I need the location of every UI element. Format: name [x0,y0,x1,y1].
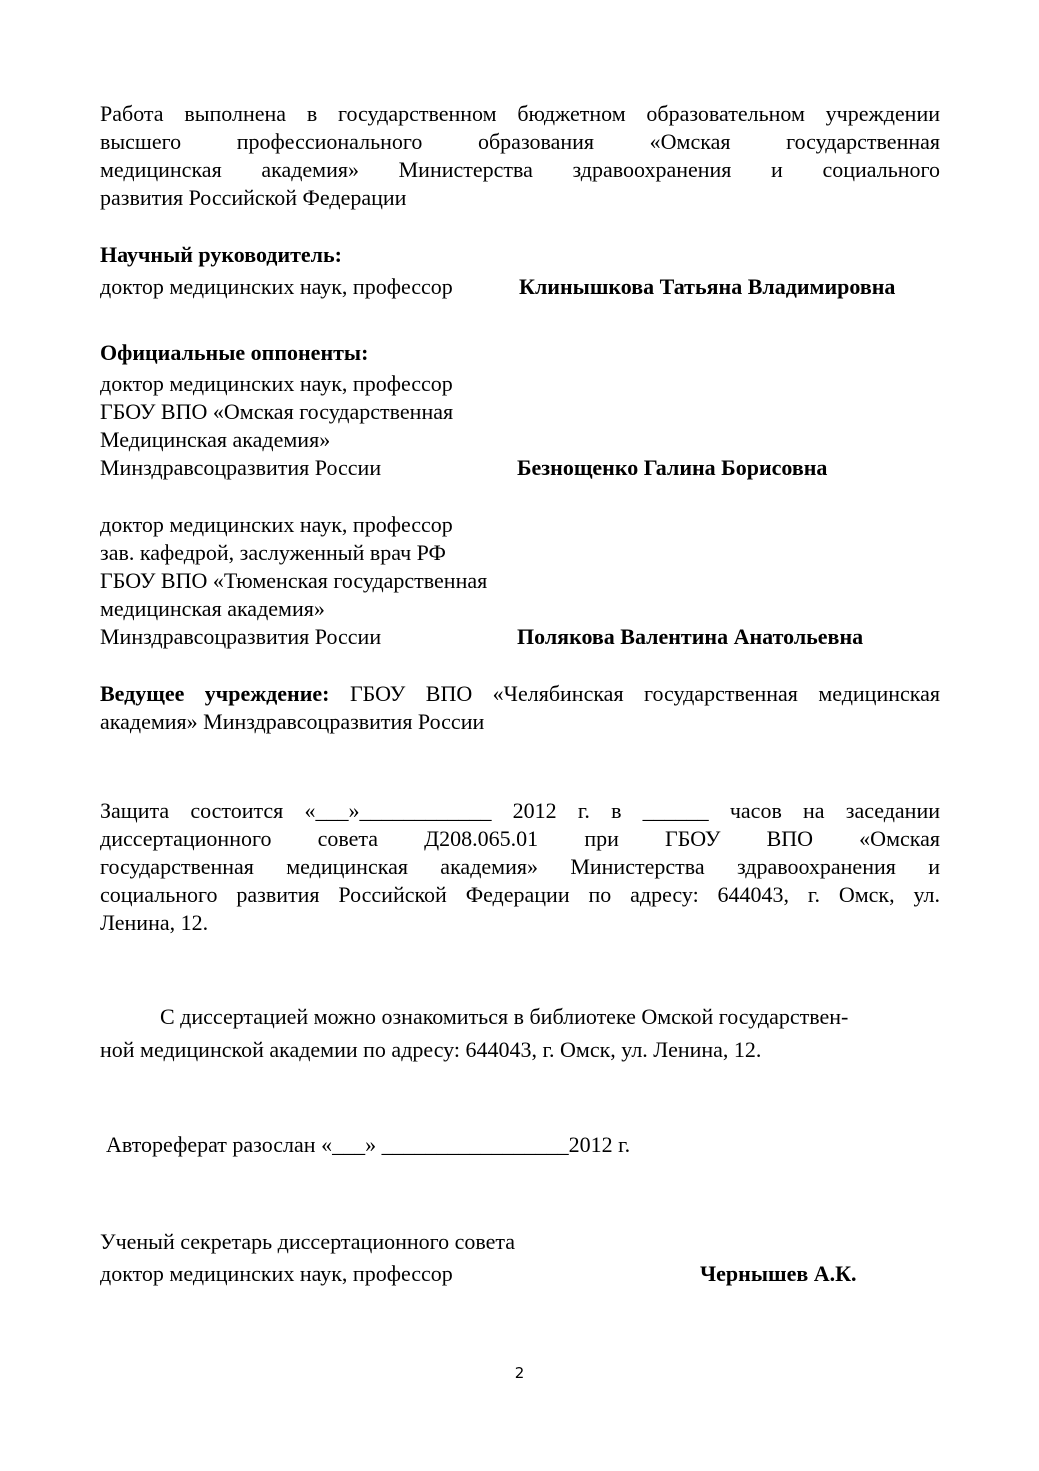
defense-line: Защита состоится «___»____________ 2012 г. в ______ часов на заседании [100,798,940,823]
opponent-1-name: Безнощенко Галина Борисовна [517,455,828,480]
page-number: 2 [514,1364,525,1382]
intro-line: развития Российской Федерации [100,185,407,210]
leading-text-2: академия» Минздравсоцразвития России [100,709,485,734]
secretary-name: Чернышев А.К. [700,1261,857,1286]
opponent-2-name: Полякова Валентина Анатольевна [517,624,864,649]
secretary-line-2: доктор медицинских наук, профессор [100,1261,453,1286]
intro-line: высшего профессионального образования «Омская государственная [100,129,940,154]
defense-line: Ленина, 12. [100,910,209,935]
intro-paragraph [100,100,940,212]
opponent-2-line: зав. кафедрой, заслуженный врач РФ [100,540,446,565]
leading-label: Ведущее учреждение: [100,681,330,706]
intro-line: медицинская академия» Министерства здравоохранения и социального [100,157,940,182]
supervisor-name: Клинышкова Татьяна Владимировна [519,274,896,299]
defense-line: диссертационного совета Д208.065.01 при ГБОУ ВПО «Омская [100,826,940,851]
leading-institution [100,680,940,736]
opponent-2-credentials [100,511,487,651]
opponent-2-line: Минздравсоцразвития России [100,624,382,649]
library-line-1: С диссертацией можно ознакомиться в библиотеке Омской государствен- [160,1004,849,1029]
leading-text-1: ГБОУ ВПО «Челябинская государственная медицинская [349,681,941,706]
intro-line: Работа выполнена в государственном бюджетном образовательном учреждении [100,101,940,126]
opponents-heading: Официальные оппоненты: [100,340,369,365]
opponent-2-line: ГБОУ ВПО «Тюменская государственная [100,568,488,593]
supervisor-heading: Научный руководитель: [100,242,342,267]
library-line-2: ной медицинской академии по адресу: 644043, г. Омск, ул. Ленина, 12. [100,1037,762,1062]
defense-line: государственная медицинская академия» Министерства здравоохранения и [100,854,940,879]
opponent-1-line: ГБОУ ВПО «Омская государственная [100,399,454,424]
opponent-1-credentials [100,370,453,482]
supervisor-title: доктор медицинских наук, профессор [100,274,453,299]
defense-line: социального развития Российской Федерации по адресу: 644043, г. Омск, ул. [100,882,940,907]
opponent-1-line: Минздравсоцразвития России [100,455,382,480]
opponent-1-line: доктор медицинских наук, профессор [100,371,453,396]
opponent-2-line: доктор медицинских наук, профессор [100,512,453,537]
opponent-1-line: Медицинская академия» [100,427,331,452]
opponent-2-line: медицинская академия» [100,596,325,621]
abstract-sent-line: Автореферат разослан «___» _________________2012 г. [106,1132,631,1157]
defense-paragraph [100,797,940,937]
leading-line-1 [100,680,940,708]
secretary-line-1: Ученый секретарь диссертационного совета [100,1229,516,1254]
